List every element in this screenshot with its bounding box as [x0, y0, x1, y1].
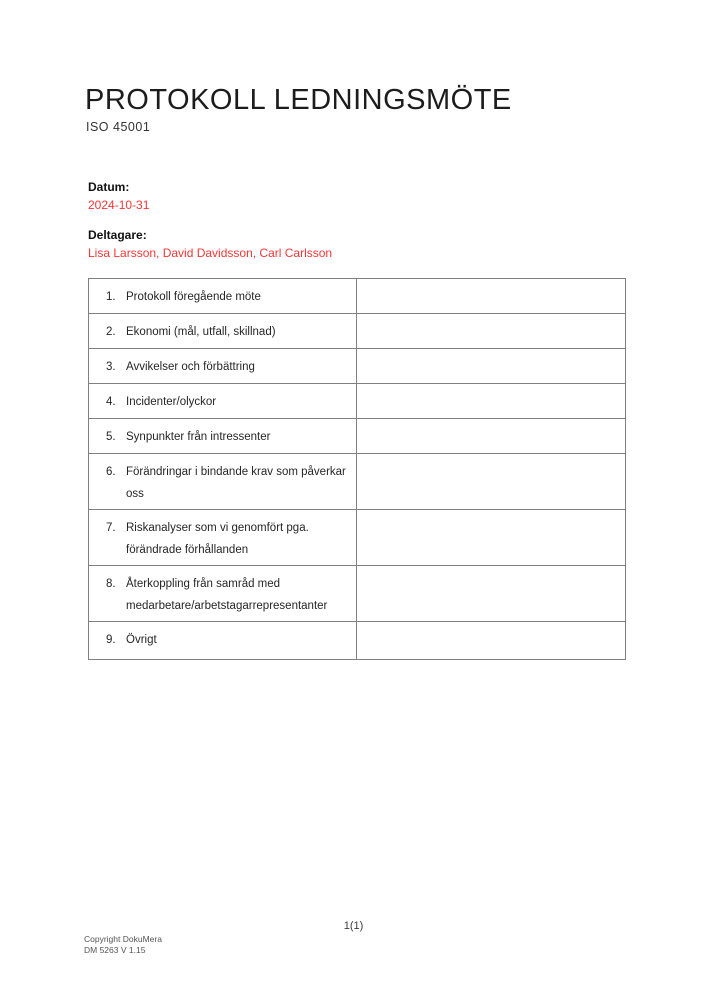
agenda-item-text: Protokoll föregående möte	[126, 291, 261, 303]
agenda-item-number: 5.	[106, 431, 116, 443]
agenda-note-cell[interactable]	[357, 622, 626, 660]
page-title: PROTOKOLL LEDNINGSMÖTE	[85, 84, 512, 116]
agenda-topic-cell	[89, 419, 357, 454]
date-label: Datum:	[88, 180, 130, 194]
agenda-item-number: 2.	[106, 326, 116, 338]
table-row	[89, 349, 626, 384]
agenda-note-cell[interactable]	[357, 454, 626, 510]
agenda-note-cell[interactable]	[357, 314, 626, 349]
table-row	[89, 510, 626, 566]
page-subtitle: ISO 45001	[86, 120, 151, 134]
agenda-item-number: 1.	[106, 291, 116, 303]
table-row	[89, 454, 626, 510]
agenda-item-number: 6.	[106, 466, 116, 478]
agenda-item-text: Återkoppling från samråd med medarbetare/arbetstagarrepresentanter	[126, 578, 328, 612]
footer-info	[84, 934, 162, 956]
agenda-topic-cell	[89, 279, 357, 314]
agenda-item-number: 4.	[106, 396, 116, 408]
table-row	[89, 566, 626, 622]
agenda-item-text: Avvikelser och förbättring	[126, 361, 255, 373]
agenda-item-text: Förändringar i bindande krav som påverkar oss	[126, 466, 346, 500]
agenda-item-number: 8.	[106, 578, 116, 590]
agenda-item-text: Incidenter/olyckor	[126, 396, 217, 408]
table-row	[89, 622, 626, 660]
agenda-topic-cell	[89, 510, 357, 566]
agenda-item-number: 3.	[106, 361, 116, 373]
table-row	[89, 384, 626, 419]
agenda-table	[88, 278, 626, 660]
agenda-note-cell[interactable]	[357, 349, 626, 384]
table-row	[89, 279, 626, 314]
date-value[interactable]: 2024-10-31	[88, 198, 150, 212]
table-row	[89, 419, 626, 454]
table-row	[89, 314, 626, 349]
agenda-topic-cell	[89, 454, 357, 510]
participants-value[interactable]: Lisa Larsson, David Davidsson, Carl Carlsson	[88, 246, 333, 260]
agenda-topic-cell	[89, 622, 357, 660]
agenda-item-text: Synpunkter från intressenter	[126, 431, 271, 443]
agenda-topic-cell	[89, 566, 357, 622]
agenda-topic-cell	[89, 314, 357, 349]
footer-copyright: Copyright DokuMera	[84, 934, 162, 944]
agenda-note-cell[interactable]	[357, 279, 626, 314]
meta-section	[88, 180, 508, 276]
agenda-item-text: Riskanalyser som vi genomfört pga. förändrade förhållanden	[126, 522, 309, 556]
agenda-topic-cell	[89, 349, 357, 384]
agenda-item-text: Ekonomi (mål, utfall, skillnad)	[126, 326, 276, 338]
agenda-note-cell[interactable]	[357, 510, 626, 566]
footer-doc-id: DM 5263 V 1.15	[84, 945, 146, 955]
participants-label: Deltagare:	[88, 228, 147, 242]
agenda-note-cell[interactable]	[357, 419, 626, 454]
agenda-topic-cell	[89, 384, 357, 419]
agenda-item-number: 7.	[106, 522, 116, 534]
agenda-item-number: 9.	[106, 634, 116, 646]
page-number: 1(1)	[343, 920, 364, 932]
agenda-item-text: Övrigt	[126, 634, 157, 646]
agenda-note-cell[interactable]	[357, 566, 626, 622]
agenda-note-cell[interactable]	[357, 384, 626, 419]
